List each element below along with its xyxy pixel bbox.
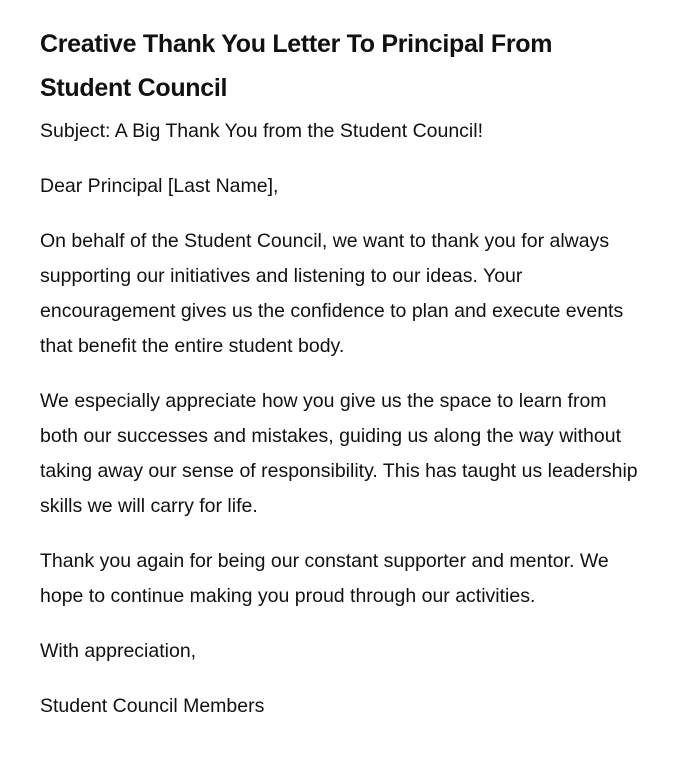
body-paragraph: On behalf of the Student Council, we want to thank you for always supporting our initiatives and listening to our ideas. Your encouragement gives us the confidence to plan and execute events that benefit the entire student body. — [40, 230, 624, 357]
closing: With appreciation, — [40, 640, 197, 662]
salutation: Dear Principal [Last Name], — [40, 175, 279, 197]
subject-line: Subject: A Big Thank You from the Student Council! — [40, 120, 484, 142]
signature: Student Council Members — [40, 695, 265, 717]
body-paragraph: We especially appreciate how you give us the space to learn from both our successes and mistakes, guiding us along the way without taking away our sense of responsibility. This has taught us leadership skills we will carry for life. — [40, 390, 638, 517]
page-title: Creative Thank You Letter To Principal From Student Council — [40, 30, 553, 102]
body-paragraph: Thank you again for being our constant supporter and mentor. We hope to continue making you proud through our activities. — [40, 550, 609, 607]
